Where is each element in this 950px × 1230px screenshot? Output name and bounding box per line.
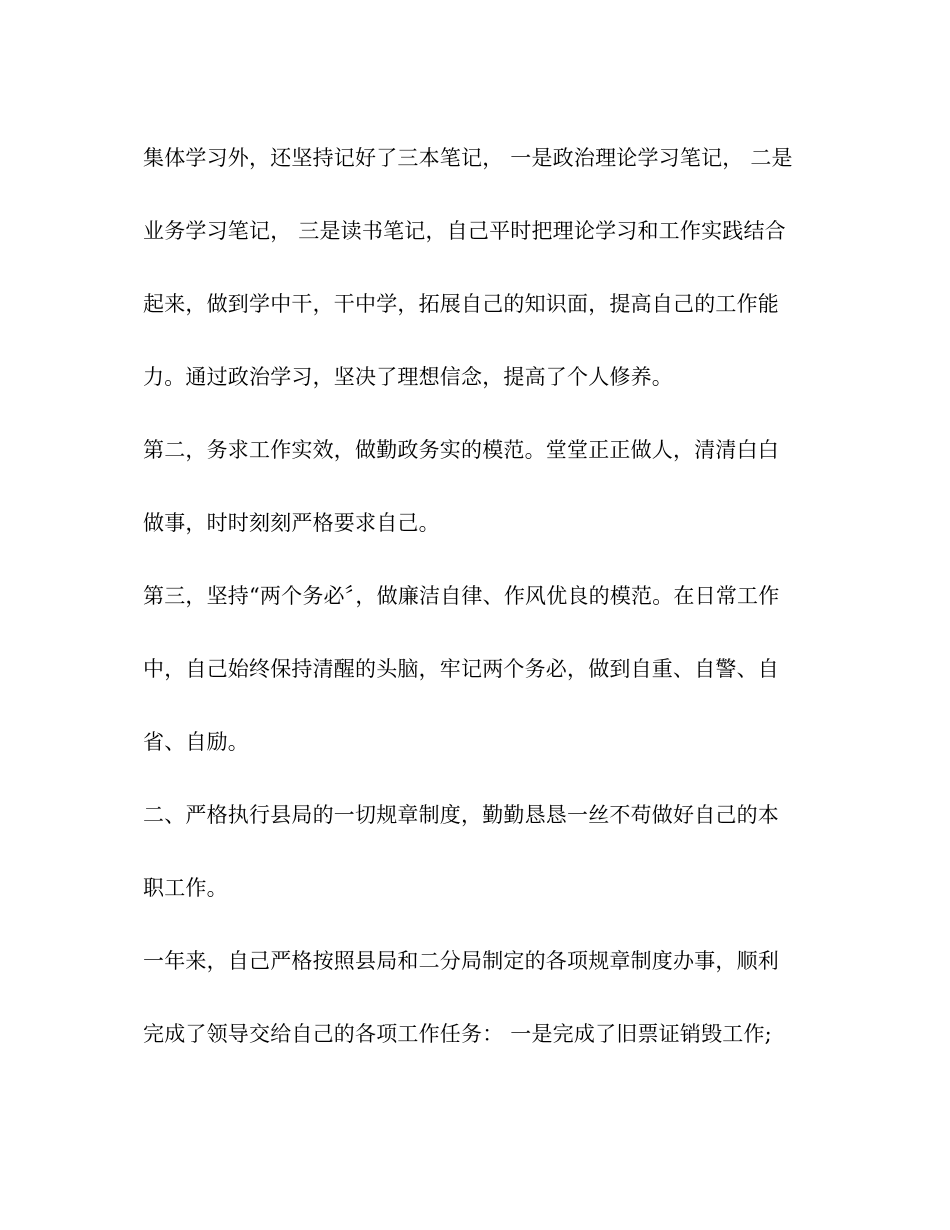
text-line: 完成了领导交给自己的各项工作任务： 一是完成了旧票证销毁工作; bbox=[143, 1022, 772, 1046]
text-line: 第三，坚持“两个务必〞，做廉洁自律、作风优良的模范。在日常工作 bbox=[143, 584, 780, 608]
text-line: 中，自己始终保持清醒的头脑，牢记两个务必，做到自重、自警、自 bbox=[143, 657, 779, 681]
text-line: 省、自励。 bbox=[143, 730, 249, 754]
text-line: 第二，务求工作实效，做勤政务实的模范。堂堂正正做人，清清白白 bbox=[143, 438, 779, 462]
text-line: 力。通过政治学习，坚决了理想信念，提高了个人修养。 bbox=[143, 365, 673, 389]
text-line: 业务学习笔记， 三是读书笔记，自己平时把理论学习和工作实践结合 bbox=[143, 219, 786, 243]
text-line: 一年来，自己严格按照县局和二分局制定的各项规章制度办事，顺利 bbox=[143, 949, 779, 973]
text-line: 集体学习外，还坚持记好了三本笔记， 一是政治理论学习笔记， 二是 bbox=[143, 146, 793, 170]
text-line: 职工作。 bbox=[143, 876, 228, 900]
text-line: 起来，做到学中干，干中学，拓展自己的知识面，提高自己的工作能 bbox=[143, 292, 779, 316]
text-line: 二、严格执行县局的一切规章制度，勤勤恳恳一丝不苟做好自己的本 bbox=[143, 803, 779, 827]
body-text bbox=[143, 138, 813, 1087]
text-line: 做事，时时刻刻严格要求自己。 bbox=[143, 511, 440, 535]
